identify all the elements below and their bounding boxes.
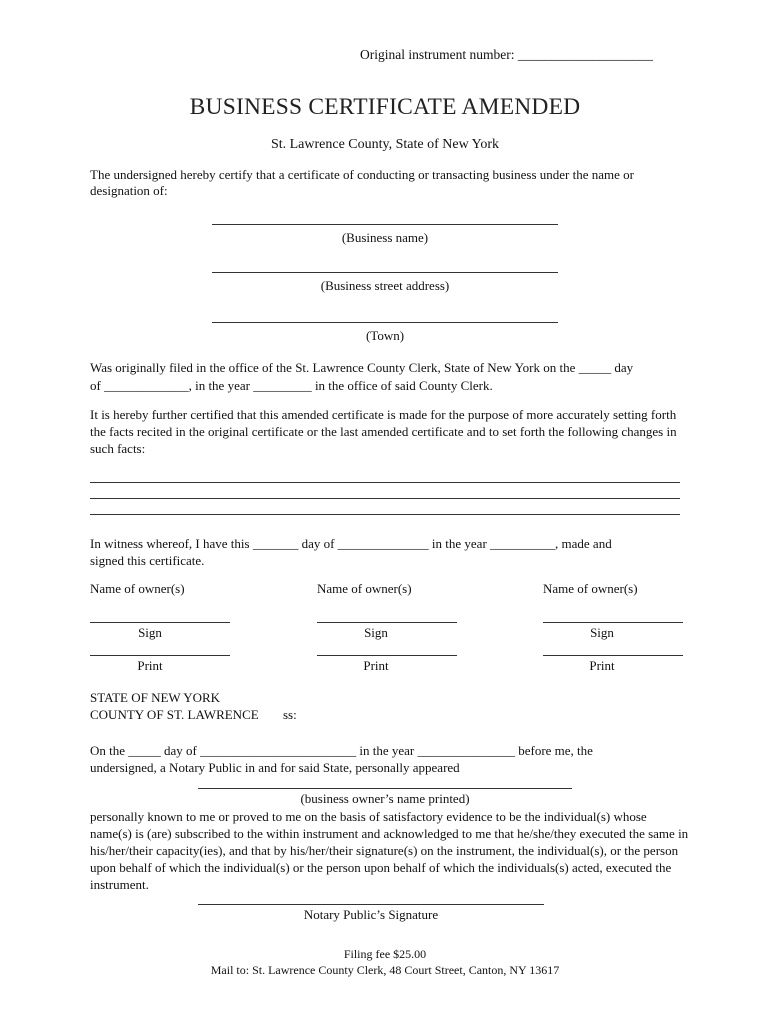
owner-print-label: Print [589,658,615,673]
original-instrument-number: Original instrument number: ____________________ [360,47,653,62]
notary-signature-caption: Notary Public’s Signature [303,907,439,922]
business-owner-name-caption: (business owner’s name printed) [300,791,470,806]
owner-sign-line[interactable] [317,622,457,623]
owner-print-line[interactable] [317,655,457,656]
filing-fee: Filing fee $25.00 [343,947,427,961]
owner-sign-line[interactable] [543,622,683,623]
filed-statement-line-2: of _____________, in the year _________ in the office of said County Clerk. [90,378,493,393]
notary-undersigned-line: undersigned, a Notary Public in and for said State, personally appeared [90,760,460,775]
changes-line-1[interactable] [90,482,680,483]
owner-sign-label: Sign [138,625,162,640]
filed-statement-line-1: Was originally filed in the office of the St. Lawrence County Clerk, State of New York on the _____ day [90,360,634,375]
page-title: BUSINESS CERTIFICATE AMENDED [189,94,581,120]
venue-county: COUNTY OF ST. LAWRENCE [90,707,259,722]
business-name-label: (Business name) [341,230,429,245]
business-address-label: (Business street address) [320,278,450,293]
amendment-paragraph: It is hereby further certified that this amended certificate is made for the purpose of more accurately setting forth the facts recited in the original certificate or the last amended certificate and to set forth the following changes in such facts: [90,407,677,456]
changes-line-3[interactable] [90,514,680,515]
business-name-line[interactable] [212,224,558,225]
owner-heading: Name of owner(s) [543,581,638,596]
notary-signature-line[interactable] [198,904,544,905]
owner-heading: Name of owner(s) [90,581,185,596]
owner-print-line[interactable] [90,655,230,656]
witness-line-1: In witness whereof, I have this _______ day of ______________ in the year __________, made and [90,536,612,551]
mailing-address: Mail to: St. Lawrence County Clerk, 48 Court Street, Canton, NY 13617 [210,963,560,977]
owner-sign-label: Sign [590,625,614,640]
owner-sign-line[interactable] [90,622,230,623]
business-owner-name-line[interactable] [198,788,572,789]
page-subtitle: St. Lawrence County, State of New York [270,137,500,152]
venue-ss: ss: [283,707,297,722]
business-address-line[interactable] [212,272,558,273]
intro-paragraph: The undersigned hereby certify that a certificate of conducting or transacting business under the name or designation of: [90,167,634,198]
owner-print-line[interactable] [543,655,683,656]
owner-print-label: Print [137,658,163,673]
venue-state: STATE OF NEW YORK [90,690,221,705]
owner-sign-label: Sign [364,625,388,640]
changes-line-2[interactable] [90,498,680,499]
owner-heading: Name of owner(s) [317,581,412,596]
acknowledgement-paragraph: personally known to me or proved to me on the basis of satisfactory evidence to be the individual(s) whose name(s) is (are) subscribed to the within instrument and acknowledged to me that he/she/they executed the same in his/her/their capacity(ies), and that by his/her/their signature(s) on the instrument, the individual(s), or the person upon behalf of which the individual(s) or the person upon behalf of which the individuals(s) acted, executed the instrument. [90,809,689,892]
town-line[interactable] [212,322,558,323]
notary-date-line: On the _____ day of ________________________ in the year _______________ before me, the [90,743,593,758]
town-label: (Town) [365,328,405,343]
owner-print-label: Print [363,658,389,673]
witness-line-2: signed this certificate. [90,553,205,568]
